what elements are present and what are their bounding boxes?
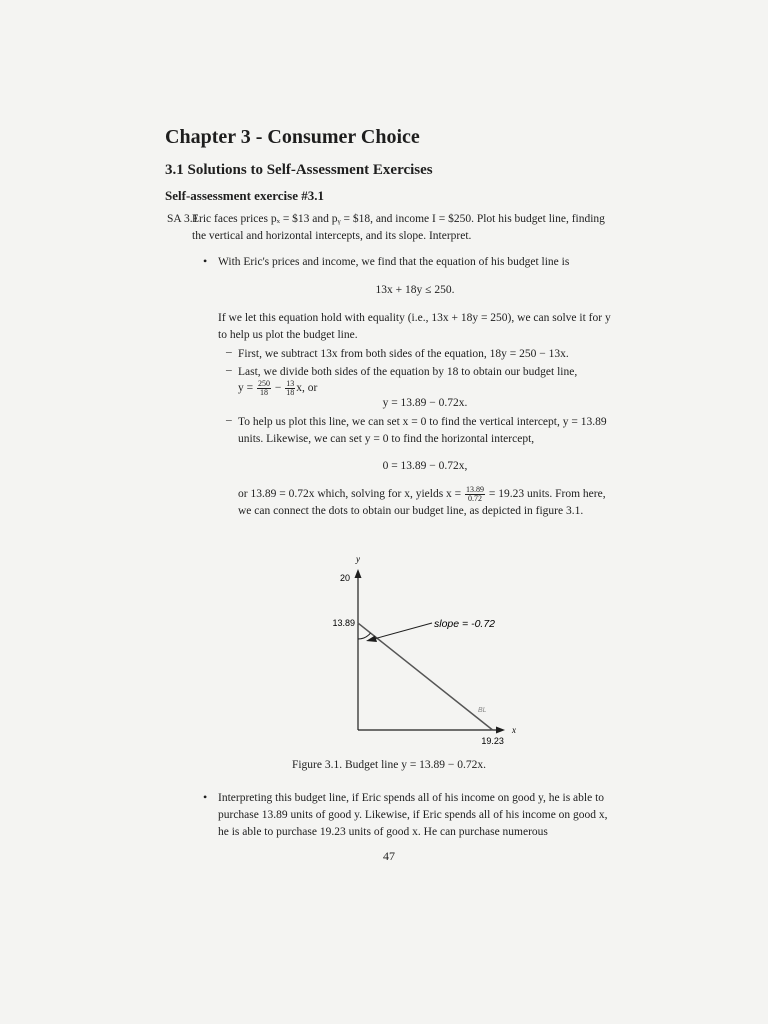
step-divide-formula: y = $\frac{250}{18}$ − $\frac{13}{18}$ x, or — [238, 379, 318, 397]
equation-horizontal-intercept: 0 = 13.89 − 0.72x, — [382, 460, 468, 472]
exercise-label: SA 3.1 — [167, 213, 199, 225]
equation-budget-line: y = 13.89 − 0.72x. — [382, 397, 468, 409]
equation-budget-inequality: 13x + 18y ≤ 250. — [375, 284, 455, 296]
chapter-title: Chapter 3 - Consumer Choice — [165, 126, 420, 148]
step-intercepts: To help us plot this line, we can set x = 0 to find the vertical intercept, y = 13.89 units. Likewise, we can set y = 0 to find the horizontal intercept, — [238, 416, 607, 445]
budget-line-label: BL — [478, 707, 487, 714]
slope-angle-arc — [358, 633, 371, 639]
step-divide: Last, we divide both sides of the equation by 18 to obtain our budget line, — [238, 366, 578, 378]
budget-line — [358, 623, 493, 730]
y-tick-label-top: 20 — [339, 573, 350, 583]
dash-marker: – — [226, 364, 232, 376]
fraction: $\frac{13.89}{0.72}$ — [466, 485, 485, 503]
budget-line-chart — [330, 548, 530, 748]
x-intercept-label: 19.23 — [481, 736, 504, 746]
paragraph-solve-x: or 13.89 = 0.72x which, solving for x, yields x = $\frac{13.89}{0.72}$ = 19.23 units. From here, we can connect the dots to obtain our budget line, as depicted in figure 3.1. — [238, 485, 606, 518]
page-number: 47 — [383, 849, 395, 863]
x-axis-label: x — [512, 725, 516, 735]
dash-marker: – — [226, 414, 232, 426]
paragraph-budget-intro: With Eric's prices and income, we find that the equation of his budget line is — [218, 256, 570, 268]
y-intercept-label: 13.89 — [332, 618, 355, 628]
step-subtract: First, we subtract 13x from both sides of the equation, 18y = 250 − 13x. — [238, 348, 569, 360]
x-axis-arrow — [496, 727, 505, 734]
paragraph-interpretation: Interpreting this budget line, if Eric spends all of his income on good y, he is able to purchase 13.89 units of good y. Likewise, if Eric spends all of his income on good x, he is able to purchase 19.23 units of good x. He can purchase numerous — [218, 792, 608, 838]
bullet-marker: • — [203, 254, 208, 268]
dash-marker: – — [226, 346, 232, 358]
fraction: $\frac{250}{18}$ — [258, 379, 270, 397]
section-title: 3.1 Solutions to Self-Assessment Exercises — [165, 162, 433, 178]
paragraph-equality: If we let this equation hold with equality (i.e., 13x + 18y = 250), we can solve it for y to help us plot the budget line. — [218, 312, 611, 341]
subsection-title: Self-assessment exercise #3.1 — [165, 188, 324, 203]
slope-annotation-arrow — [370, 623, 432, 640]
fraction: $\frac{13}{18}$ — [286, 379, 295, 397]
exercise-text: Eric faces prices pₓ = $13 and pᵧ = $18, and income I = $250. Plot his budget line, finding the vertical and horizontal intercepts, and its slope. Interpret. — [192, 213, 605, 242]
y-axis-arrow — [355, 569, 362, 578]
bullet-marker: • — [203, 790, 208, 804]
slope-annotation: slope = -0.72 — [434, 618, 496, 630]
figure-caption: Figure 3.1. Budget line y = 13.89 − 0.72x. — [291, 759, 487, 771]
y-axis-label: y — [356, 554, 360, 564]
